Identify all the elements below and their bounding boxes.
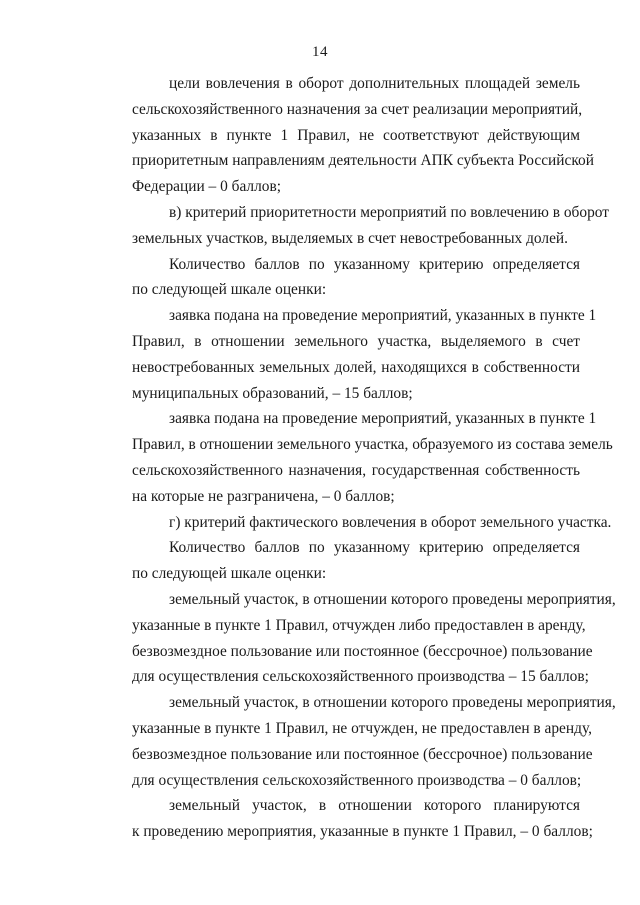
text-line: для осуществления сельскохозяйственного производства – 0 баллов;: [132, 771, 582, 789]
text-line: на которые не разграничена, – 0 баллов;: [132, 487, 395, 505]
text-line: земельный участок, в отношении которого планируются: [169, 797, 580, 815]
text-line: Правил, в отношении земельного участка, выделяемого в счет: [132, 332, 580, 350]
text-line: земельный участок, в отношении которого проведены мероприятия,: [169, 590, 616, 608]
text-line: по следующей шкале оценки:: [132, 565, 327, 583]
paragraph-municipal-15: [95, 303, 597, 406]
paragraph-score-scale-1: [95, 252, 580, 304]
page-number: 14: [312, 44, 328, 60]
text-line: г) критерий фактического вовлечения в оборот земельного участка.: [169, 513, 612, 531]
paragraph-state-0: [95, 406, 613, 509]
text-line: указанных в пункте 1 Правил, не соответствуют действующим: [132, 126, 580, 144]
paragraph-planned-0: [95, 793, 593, 845]
document-body: [95, 71, 616, 845]
text-line: земельных участков, выделяемых в счет невостребованных долей.: [132, 229, 569, 247]
text-line: земельный участок, в отношении которого проведены мероприятия,: [169, 694, 616, 712]
text-line: по следующей шкале оценки:: [132, 281, 327, 299]
text-line: заявка подана на проведение мероприятий, указанных в пункте 1: [169, 410, 597, 428]
text-line: Количество баллов по указанному критерию определяется: [169, 255, 580, 273]
text-line: невостребованных земельных долей, находящихся в собственности: [132, 358, 580, 376]
text-line: к проведению мероприятия, указанные в пункте 1 Правил, – 0 баллов;: [132, 823, 593, 841]
paragraph-criterion-g: [95, 510, 612, 536]
text-line: указанные в пункте 1 Правил, отчужден либо предоставлен в аренду,: [132, 616, 586, 634]
text-line: указанные в пункте 1 Правил, не отчужден, не предоставлен в аренду,: [132, 719, 592, 737]
paragraph-criterion-v: [95, 200, 609, 252]
text-line: сельскохозяйственного назначения за счет реализации мероприятий,: [132, 100, 583, 118]
text-line: безвозмездное пользование или постоянное (бессрочное) пользование: [132, 642, 593, 660]
text-line: муниципальных образований, – 15 баллов;: [132, 384, 413, 402]
text-line: Правил, в отношении земельного участка, образуемого из состава земель: [132, 436, 613, 454]
text-line: Федерации – 0 баллов;: [132, 178, 282, 196]
paragraph-not-alienated-0: [95, 690, 616, 793]
text-line: приоритетным направлениям деятельности АПК субъекта Российской: [132, 152, 594, 170]
paragraph-alienated-15: [95, 587, 616, 690]
text-line: безвозмездное пользование или постоянное (бессрочное) пользование: [132, 745, 593, 763]
text-line: в) критерий приоритетности мероприятий по вовлечению в оборот: [169, 203, 609, 221]
paragraph-score-scale-2: [95, 535, 580, 587]
text-line: для осуществления сельскохозяйственного производства – 15 баллов;: [132, 668, 589, 686]
text-line: сельскохозяйственного назначения, государственная собственность: [132, 461, 580, 479]
paragraph-not-priority: [95, 71, 594, 200]
text-line: цели вовлечения в оборот дополнительных площадей земель: [169, 75, 580, 92]
text-line: заявка подана на проведение мероприятий, указанных в пункте 1: [169, 307, 597, 325]
text-line: Количество баллов по указанному критерию определяется: [169, 539, 580, 557]
